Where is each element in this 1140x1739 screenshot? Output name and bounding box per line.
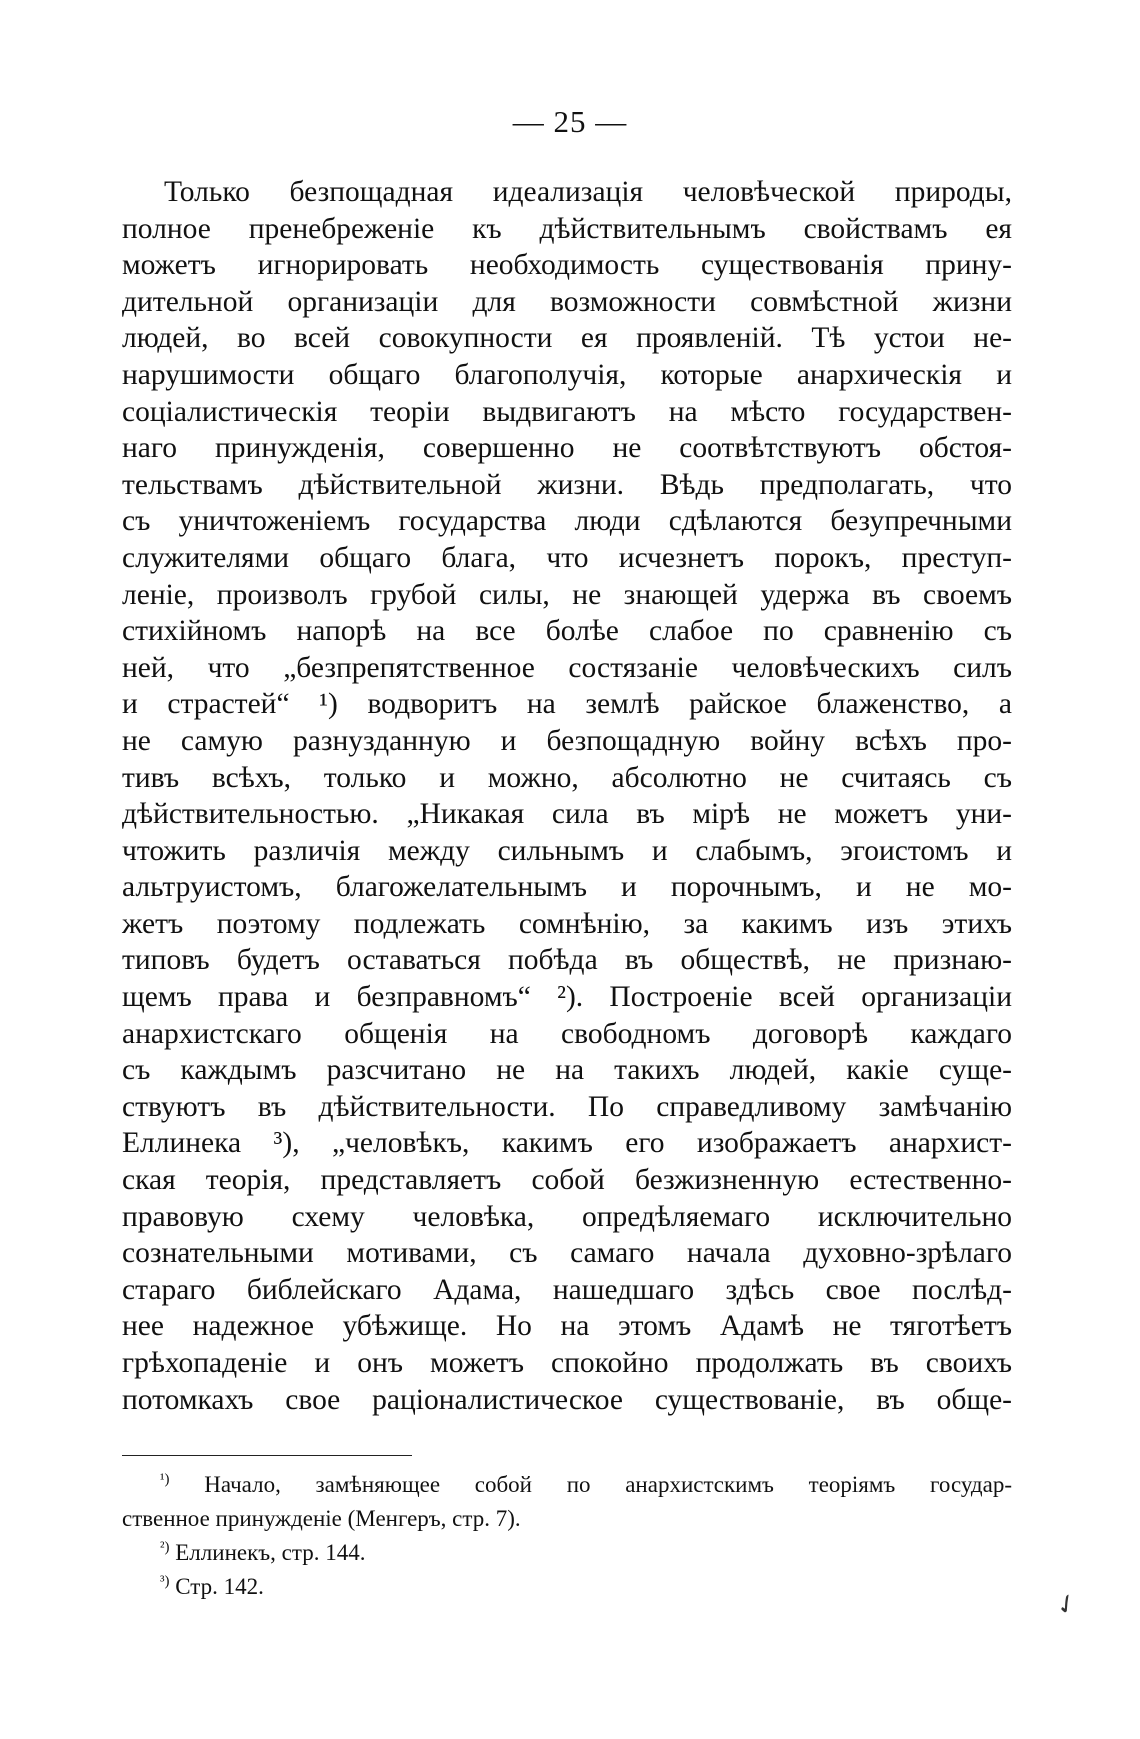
- body-text: [122, 174, 1012, 1418]
- text-line: альтруистомъ, благожелательнымъ и порочнымъ, и не мо-: [122, 871, 1012, 904]
- text-line: нее надежное убѣжище. Но на этомъ Адамѣ не тяготѣетъ: [122, 1310, 1012, 1343]
- text-line: людей, во всей совокупности ея проявленій. Тѣ устои не-: [122, 322, 1012, 355]
- text-line: съ каждымъ разсчитано не на такихъ людей, какіе суще-: [122, 1054, 1012, 1087]
- text-line: можетъ игнорировать необходимость существованія прину-: [122, 249, 1012, 282]
- text-line: тельствамъ дѣйствительной жизни. Вѣдь предполагать, что: [122, 468, 1012, 501]
- text-line: леніе, произволъ грубой силы, не знающей удержа въ своемъ: [122, 578, 1012, 611]
- ink-mark: ✓: [1049, 1586, 1084, 1623]
- text-line: наго принужденія, совершенно не соотвѣтствуютъ обстоя-: [122, 432, 1012, 465]
- footnote-marker: ²): [160, 1539, 170, 1556]
- text-line: дительной организаціи для возможности совмѣстной жизни: [122, 285, 1012, 318]
- text-line: сознательными мотивами, съ самаго начала духовно-зрѣлаго: [122, 1237, 1012, 1270]
- text-line: соціалистическія теоріи выдвигаютъ на мѣсто государствен-: [122, 395, 1012, 428]
- footnote-1-continuation: ственное принужденіе (Менгеръ, стр. 7).: [122, 1506, 521, 1531]
- text-line: не самую разнузданную и безпощадную войну всѣхъ про-: [122, 724, 1012, 757]
- text-line: нарушимости общаго благополучія, которые анархическія и: [122, 358, 1012, 391]
- text-line: съ уничтоженіемъ государства люди сдѣлаются безупречными: [122, 505, 1012, 538]
- footnote-marker: ³): [160, 1573, 170, 1590]
- footnote-divider: [122, 1455, 412, 1456]
- text-line: Только безпощадная идеализація человѣческой природы,: [164, 176, 1012, 208]
- text-line: щемъ права и безправномъ“ ²). Построеніе всей организаціи: [122, 981, 1012, 1014]
- text-line: стихійномъ напорѣ на все болѣе слабое по сравненію съ: [122, 615, 1012, 648]
- text-line: потомкахъ свое раціоналистическое существованіе, въ обще-: [122, 1383, 1012, 1416]
- text-line: и страстей“ ¹) водворитъ на землѣ райское блаженство, а: [122, 688, 1012, 721]
- footnote-3: [122, 1570, 1012, 1604]
- footnote-1: [122, 1468, 1012, 1502]
- text-line: правовую схему человѣка, опредѣляемаго исключительно: [122, 1200, 1012, 1233]
- text-line: ствуютъ въ дѣйствительности. По справедливому замѣчанію: [122, 1090, 1012, 1123]
- text-line: типовъ будетъ оставаться побѣда въ обществѣ, не признаю-: [122, 944, 1012, 977]
- text-line: анархистскаго общенія на свободномъ договорѣ каждаго: [122, 1017, 1012, 1050]
- text-line: Еллинека ³), „человѣкъ, какимъ его изображаетъ анархист-: [122, 1127, 1012, 1160]
- text-line: грѣхопаденіе и онъ можетъ спокойно продолжать въ своихъ: [122, 1347, 1012, 1379]
- footnote-text: Стр. 142.: [175, 1574, 264, 1599]
- text-line: служителями общаго блага, что исчезнетъ порокъ, преступ-: [122, 541, 1012, 574]
- text-line: ская теорія, представляетъ собой безжизненную естественно-: [122, 1164, 1012, 1197]
- footnote-2: [122, 1536, 1012, 1570]
- footnote-marker: ¹): [160, 1471, 170, 1488]
- page-number: — 25 —: [512, 104, 628, 139]
- text-line: дѣйствительностью. „Никакая сила въ мірѣ не можетъ уни-: [122, 798, 1012, 831]
- text-line: стараго библейскаго Адама, нашедшаго здѣсь свое послѣд-: [122, 1273, 1012, 1306]
- footnote-text: Начало, замѣняющее собой по анархистскимъ теоріямъ государ-: [204, 1472, 1012, 1497]
- footnotes: [122, 1468, 1012, 1604]
- text-line: чтожить различія между сильнымъ и слабымъ, эгоистомъ и: [122, 834, 1012, 867]
- text-line: тивъ всѣхъ, только и можно, абсолютно не считаясь съ: [122, 761, 1012, 794]
- text-line: ней, что „безпрепятственное состязаніе человѣческихъ силъ: [122, 651, 1012, 684]
- footnote-text: Еллинекъ, стр. 144.: [175, 1540, 366, 1565]
- text-line: жетъ поэтому подлежать сомнѣнію, за какимъ изъ этихъ: [122, 907, 1012, 940]
- text-line: полное пренебреженіе къ дѣйствительнымъ свойствамъ ея: [122, 212, 1012, 245]
